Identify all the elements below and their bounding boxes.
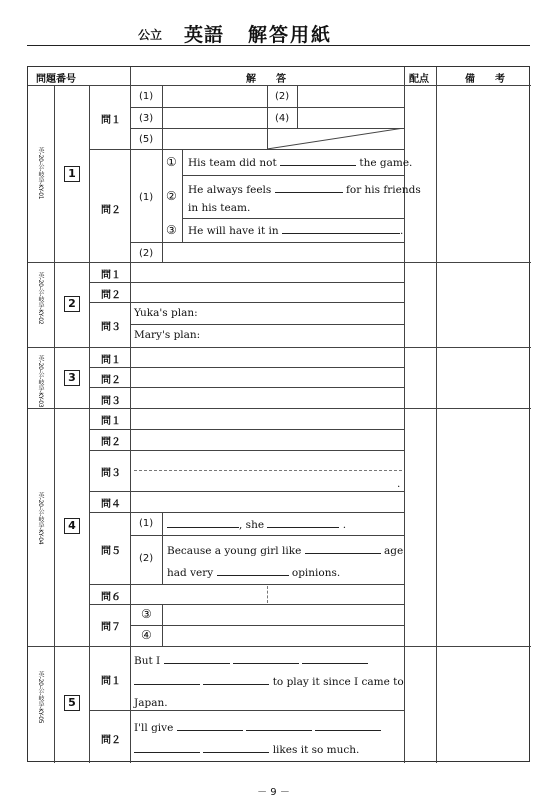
s3-q3-label: 問３ <box>101 396 121 407</box>
s4-q5-l2-d: opinions. <box>291 567 341 579</box>
s1-q2-line1-b: the game. <box>359 157 413 169</box>
s5-q2-label: 問２ <box>101 735 121 746</box>
header-subject: 英語 <box>184 24 225 46</box>
section-number-3: 3 <box>64 370 80 386</box>
circle-3: ③ <box>166 223 177 237</box>
s3-q1-label: 問１ <box>101 355 121 366</box>
section-code-2: 英-20-公-岐阜-KY-02 <box>37 272 44 325</box>
s2-q2-label: 問２ <box>101 290 121 301</box>
blank[interactable] <box>203 744 269 753</box>
section-code-1: 英-20-公-岐阜-KY-01 <box>37 147 44 200</box>
s1-q1-sub2: (2) <box>275 91 290 102</box>
blank[interactable] <box>177 722 243 731</box>
s5-q1-line1 <box>134 655 368 667</box>
section-number-2: 2 <box>64 296 80 312</box>
s4-q2-label: 問２ <box>101 437 121 448</box>
section-number-4: 4 <box>64 518 80 534</box>
s1-q1-label: 問１ <box>101 115 121 126</box>
s5-q1-b: to play it since I came to <box>272 676 404 688</box>
blank[interactable] <box>305 545 381 554</box>
s1-q2-line3-b: . <box>400 225 404 237</box>
section-code-4: 英-20-公-岐阜-KY-04 <box>37 492 44 545</box>
s2-q3-yuka: Yuka's plan: <box>134 307 198 319</box>
s1-q2-sub2: (2) <box>139 248 154 259</box>
s4-q3-label: 問３ <box>101 468 121 479</box>
header-rule <box>27 45 530 46</box>
s5-q2-line2 <box>134 744 359 756</box>
s4-q5-l1-end: . <box>342 519 347 531</box>
blank[interactable] <box>267 519 339 528</box>
blank[interactable] <box>246 722 312 731</box>
s4-q5-l1-mid: , she <box>239 519 265 531</box>
s4-q5-line2 <box>167 545 403 557</box>
s4-q4-label: 問４ <box>101 499 121 510</box>
s1-q2-line2-c: in his team. <box>188 202 251 214</box>
blank[interactable] <box>302 655 368 664</box>
s1-q2-line1-a: His team did not <box>188 157 277 169</box>
section-number-1: 1 <box>64 166 80 182</box>
blank[interactable] <box>167 519 239 528</box>
section-number-5: 5 <box>64 695 80 711</box>
s1-q1-sub3: (3) <box>139 113 154 124</box>
section-code-5: 英-20-公-岐阜-KY-05 <box>37 671 44 724</box>
col-points: 配点 <box>409 74 429 85</box>
blank[interactable] <box>315 722 381 731</box>
s5-q1-line2 <box>134 676 404 688</box>
s4-q5-l2-b: age <box>383 545 404 557</box>
s4-q5-l2-c: had very <box>167 567 214 579</box>
s1-q1-sub5: (5) <box>139 134 154 145</box>
s4-q5-label: 問５ <box>101 546 121 557</box>
page-number: － 9 － <box>257 787 290 798</box>
s5-q2-line1 <box>134 722 381 734</box>
s4-q5-sub2: (2) <box>139 553 154 564</box>
circle-1: ① <box>166 155 177 169</box>
s5-q1-label: 問１ <box>101 676 121 687</box>
s3-q2-label: 問２ <box>101 375 121 386</box>
col-remarks: 備 考 <box>465 74 505 85</box>
s1-q2-line3 <box>188 225 403 237</box>
blank[interactable] <box>233 655 299 664</box>
s2-q1-label: 問１ <box>101 270 121 281</box>
blank[interactable] <box>275 184 343 193</box>
s4-q7-label: 問７ <box>101 622 121 633</box>
s1-q2-line1 <box>188 157 412 169</box>
s5-q2-b: likes it so much. <box>272 744 360 756</box>
circle-3-q7: ③ <box>141 607 152 621</box>
s4-q5-line3 <box>167 567 340 579</box>
header-title: 解答用紙 <box>248 24 333 46</box>
blank[interactable] <box>134 676 200 685</box>
col-question-no: 問題番号 <box>36 74 76 85</box>
blank[interactable] <box>280 157 356 166</box>
s1-q2-line2-b: for his friends <box>345 184 421 196</box>
s4-q1-label: 問１ <box>101 416 121 427</box>
s5-q1-a: But I <box>134 655 161 667</box>
s4-q5-l2-a: Because a young girl like <box>167 545 302 557</box>
s4-q3-period: . <box>397 478 401 490</box>
section-code-3: 英-20-公-岐阜-KY-03 <box>37 355 44 408</box>
circle-2: ② <box>166 189 177 203</box>
s4-q6-label: 問６ <box>101 592 121 603</box>
col-answer: 解 答 <box>246 74 286 85</box>
s2-q3-mary: Mary's plan: <box>134 329 201 341</box>
blank[interactable] <box>203 676 269 685</box>
s5-q2-a: I'll give <box>134 722 174 734</box>
s1-q1-sub1: (1) <box>139 91 154 102</box>
s4-q5-line1 <box>167 519 346 531</box>
circle-4-q7: ④ <box>141 628 152 642</box>
s1-q2-line2-a: He always feels <box>188 184 272 196</box>
s1-q2-line2 <box>188 184 421 196</box>
s4-q5-sub1: (1) <box>139 518 154 529</box>
blank[interactable] <box>164 655 230 664</box>
header-category: 公立 <box>138 28 163 42</box>
blank[interactable] <box>134 744 200 753</box>
s1-q2-label: 問２ <box>101 205 121 216</box>
s1-q2-line3-a: He will have it in <box>188 225 279 237</box>
answer-sheet <box>27 66 530 762</box>
s1-q2-sub1: (1) <box>139 192 154 203</box>
blank[interactable] <box>282 225 400 234</box>
s1-q1-diagonal <box>267 128 404 149</box>
s5-q1-c: Japan. <box>134 697 168 709</box>
s2-q3-label: 問３ <box>101 322 121 333</box>
s1-q1-sub4: (4) <box>275 113 290 124</box>
blank[interactable] <box>217 567 289 576</box>
